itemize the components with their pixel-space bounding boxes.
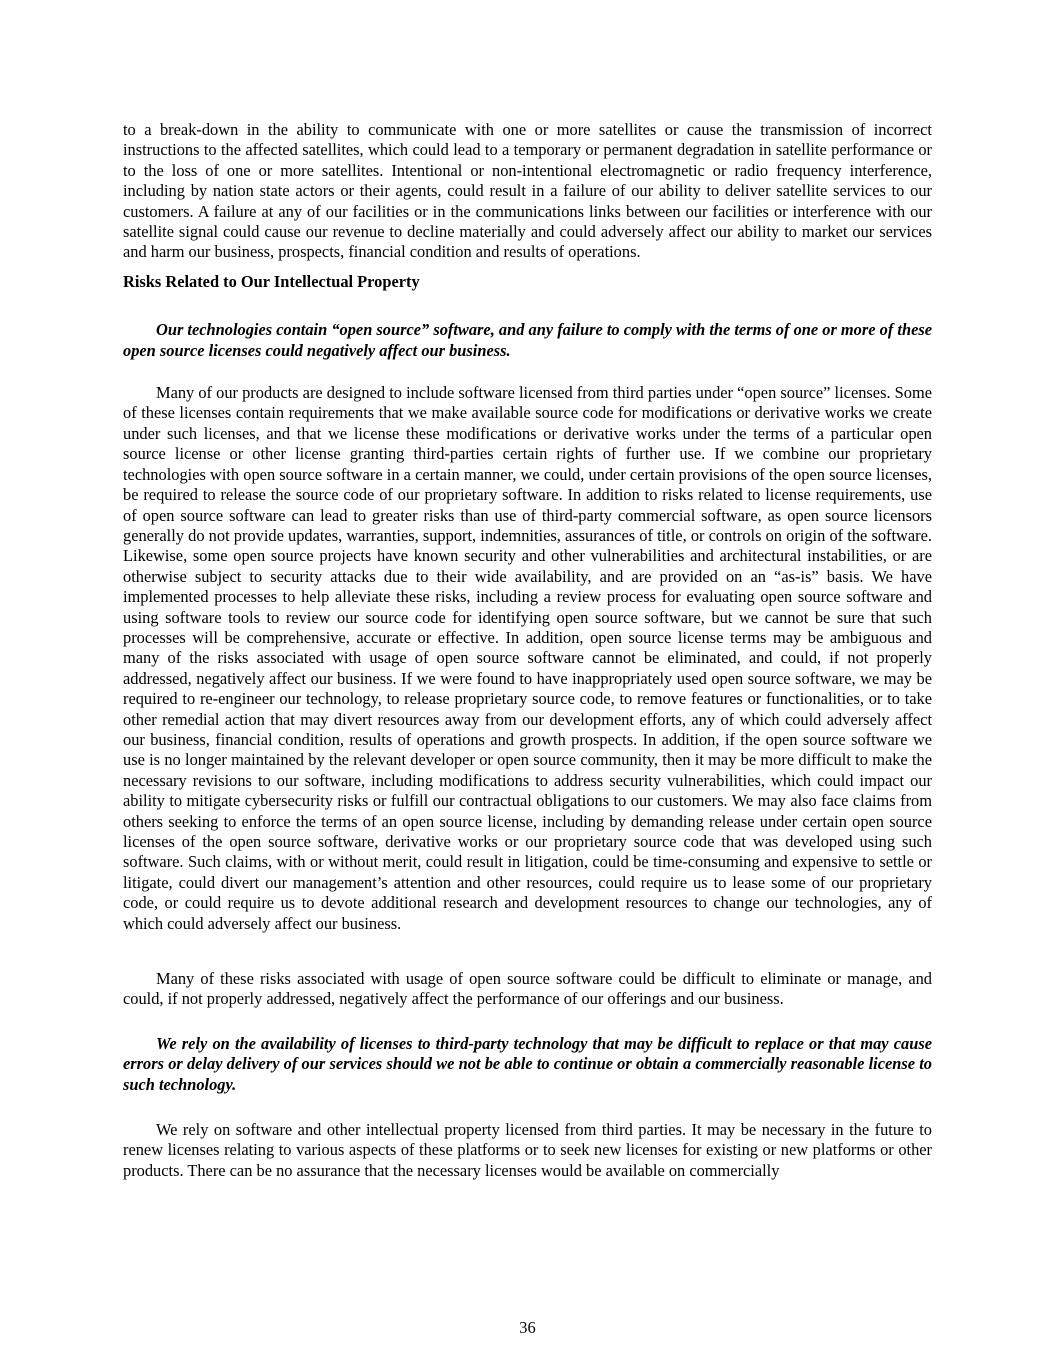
paragraph-third-party-licenses: We rely on software and other intellectual property licensed from third parties. It may be necessary in the future to renew licenses relating to various aspects of these platforms or to seek new licenses for existing or new platforms or other products. There can be no assurance that the necessary licenses would be available on commercially — [123, 1120, 932, 1180]
paragraph-satellite-continuation: to a break-down in the ability to communicate with one or more satellites or cause the transmission of incorrect instructions to the affected satellites, which could lead to a temporary or permanent degradation in satellite performance or to the loss of one or more satellites. Intentional or non-intentional electromagnetic or radio frequency interference, including by nation state actors or their agents, could result in a failure of our ability to deliver satellite services to our customers. A failure at any of our facilities or in the communications links between our facilities or interference with our satellite signal could cause our revenue to decline materially and could adversely affect our ability to market our services and harm our business, prospects, financial condition and results of operations. — [123, 120, 932, 262]
page-number: 36 — [519, 1318, 536, 1337]
section-heading-intellectual-property: Risks Related to Our Intellectual Property — [123, 271, 420, 291]
paragraph-open-source-risks: Many of our products are designed to include software licensed from third parties under “open source” licenses. Some of these licenses contain requirements that we make available source code for modifications or derivative works we create under such licenses, and that we license these modifications or derivative works under the terms of a particular open source license or other license granting third-parties certain rights of further use. If we combine our proprietary technologies with open source software in a certain manner, we could, under certain provisions of the open source licenses, be required to release the source code of our proprietary software. In addition to risks related to license requirements, use of open source software can lead to greater risks than use of third-party commercial software, as open source licensors generally do not provide updates, warranties, support, indemnities, assurances of title, or controls on origin of the software. Likewise, some open source projects have known security and other vulnerabilities and architectural instabilities, or are otherwise subject to security attacks due to their wide availability, and are provided on an “as-is” basis. We have implemented processes to help alleviate these risks, including a review process for evaluating open source software and using software tools to review our source code for identifying open source software, but we cannot be sure that such processes will be comprehensive, accurate or effective. In addition, open source license terms may be ambiguous and many of the risks associated with usage of open source software cannot be eliminated, and could, if not properly addressed, negatively affect our business. If we were found to have inappropriately used open source software, we may be required to re-engineer our technology, to release proprietary source code, to remove features or functionalities, or to take other remedial action that may divert resources away from our development efforts, any of which could adversely affect our business, financial condition, results of operations and growth prospects. In addition, if the open source software we use is no longer maintained by the relevant developer or open source community, then it may be more difficult to make the necessary revisions to our software, including modifications to address security vulnerabilities, which could impact our ability to mitigate cybersecurity risks or fulfill our contractual obligations to our customers. We may also face claims from others seeking to enforce the terms of an open source license, including by demanding release under certain open source licenses of the open source software, derivative works or our proprietary source code that was developed using such software. Such claims, with or without merit, could result in litigation, could be time-consuming and expensive to settle or litigate, could divert our management’s attention and other resources, could require us to lease some of our proprietary code, or could require us to devote additional research and development resources to change our technologies, any of which could adversely affect our business. — [123, 383, 932, 933]
risk-heading-third-party-licenses: We rely on the availability of licenses to third-party technology that may be difficult to replace or that may cause errors or delay delivery of our services should we not be able to continue or obtain a commercially reasonable license to such technology. — [123, 1033, 932, 1094]
paragraph-open-source-summary: Many of these risks associated with usage of open source software could be difficult to eliminate or manage, and could, if not properly addressed, negatively affect the performance of our offerings and our business. — [123, 969, 932, 1009]
risk-heading-open-source: Our technologies contain “open source” software, and any failure to comply with the terms of one or more of these open source licenses could negatively affect our business. — [123, 320, 932, 360]
